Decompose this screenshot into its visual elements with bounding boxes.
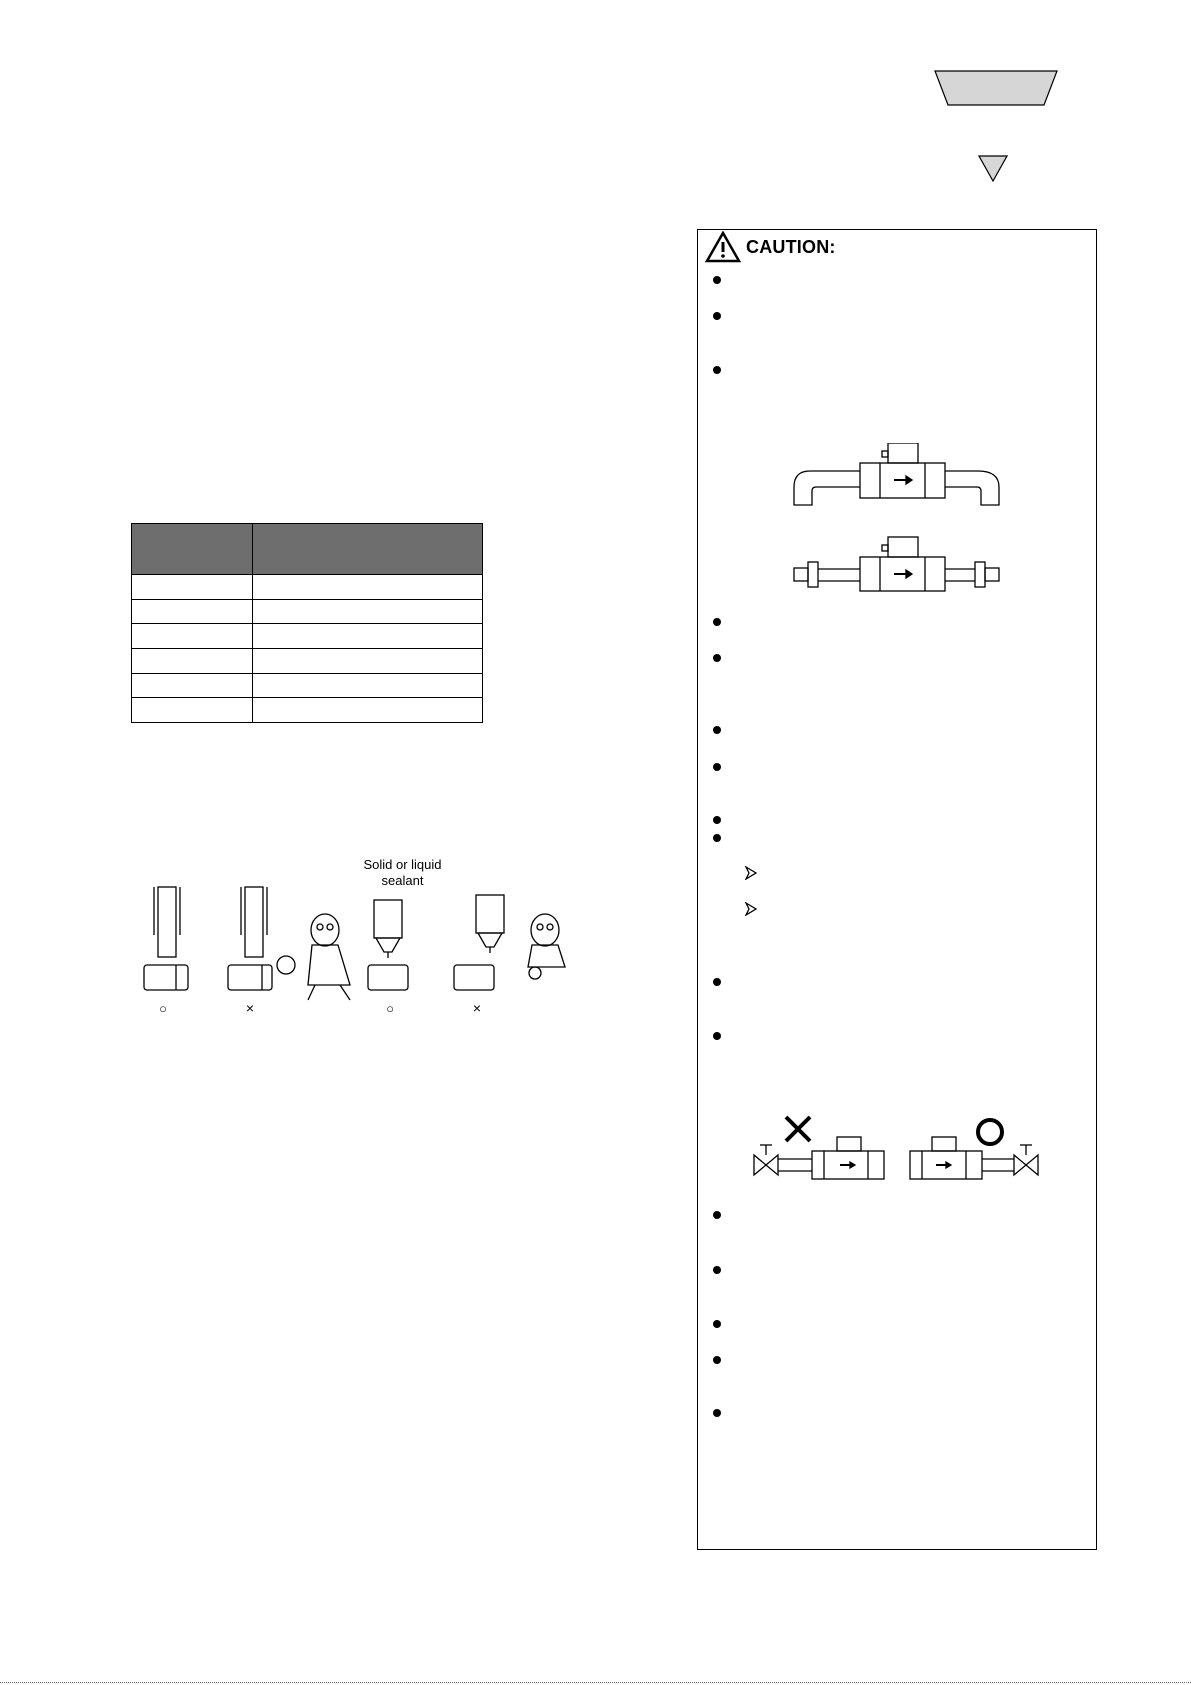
table-row — [132, 624, 483, 649]
bullet-icon — [713, 816, 721, 824]
table-cell — [253, 673, 483, 698]
section-tab-badge — [934, 70, 1058, 106]
valve-elbow-piping-diagram — [790, 443, 1003, 508]
bullet-icon — [713, 654, 721, 662]
table-cell — [132, 698, 253, 723]
specification-table — [131, 523, 483, 723]
caution-title: CAUTION: — [746, 237, 836, 257]
table-cell — [253, 575, 483, 600]
bullet-icon — [713, 618, 721, 626]
table-header-cell — [132, 524, 253, 575]
sealant-application-illustration — [140, 855, 580, 1020]
valve-placement-comparison-diagram — [752, 1115, 1042, 1187]
table-cell — [253, 648, 483, 673]
bullet-icon — [713, 1032, 721, 1040]
table-cell — [132, 599, 253, 624]
tape-roll-bad-icon — [228, 887, 295, 990]
bullet-icon — [713, 1266, 721, 1274]
table-cell — [132, 575, 253, 600]
sealant-bottle-bad-icon — [454, 895, 504, 990]
bullet-icon — [713, 1356, 721, 1364]
table-cell — [132, 624, 253, 649]
inspector-character-icon — [308, 914, 350, 1000]
table-header-cell — [253, 524, 483, 575]
worried-character-icon — [528, 914, 565, 979]
bullet-icon — [713, 978, 721, 986]
bullet-icon — [713, 1211, 721, 1219]
table-cell — [132, 648, 253, 673]
caution-box — [697, 229, 1097, 1550]
tape-roll-good-icon — [144, 887, 188, 990]
bullet-icon — [713, 366, 721, 374]
bullet-icon — [713, 726, 721, 734]
bullet-icon — [713, 834, 721, 842]
page-bottom-rule — [0, 1682, 1191, 1684]
mark-good-1: ○ — [159, 1001, 167, 1016]
table-row — [132, 698, 483, 723]
sealant-label-line1: Solid or liquid — [363, 857, 442, 872]
triangle-marker-icon — [978, 155, 1008, 182]
sealant-bottle-good-icon — [368, 900, 408, 990]
incorrect-placement-diagram — [754, 1117, 884, 1179]
correct-placement-diagram — [910, 1120, 1038, 1179]
table-row — [132, 599, 483, 624]
mark-bad-1: × — [245, 1000, 255, 1016]
bullet-icon — [713, 763, 721, 771]
table-cell — [253, 698, 483, 723]
bullet-icon — [713, 312, 721, 320]
bullet-icon — [713, 1409, 721, 1417]
valve-flanged-piping-diagram — [790, 533, 1003, 593]
mark-good-2: ○ — [386, 1001, 394, 1016]
sealant-label-line2: sealant — [381, 873, 424, 888]
arrow-bullet-icon — [744, 866, 758, 880]
arrow-bullet-icon — [744, 902, 758, 916]
table-row — [132, 648, 483, 673]
mark-bad-2: × — [472, 1000, 482, 1016]
table-row — [132, 575, 483, 600]
warning-triangle-icon — [705, 231, 741, 263]
table-cell — [253, 599, 483, 624]
bullet-icon — [713, 1320, 721, 1328]
table-header-row — [132, 524, 483, 575]
table-cell — [253, 624, 483, 649]
table-row — [132, 673, 483, 698]
table-cell — [132, 673, 253, 698]
bullet-icon — [713, 276, 721, 284]
